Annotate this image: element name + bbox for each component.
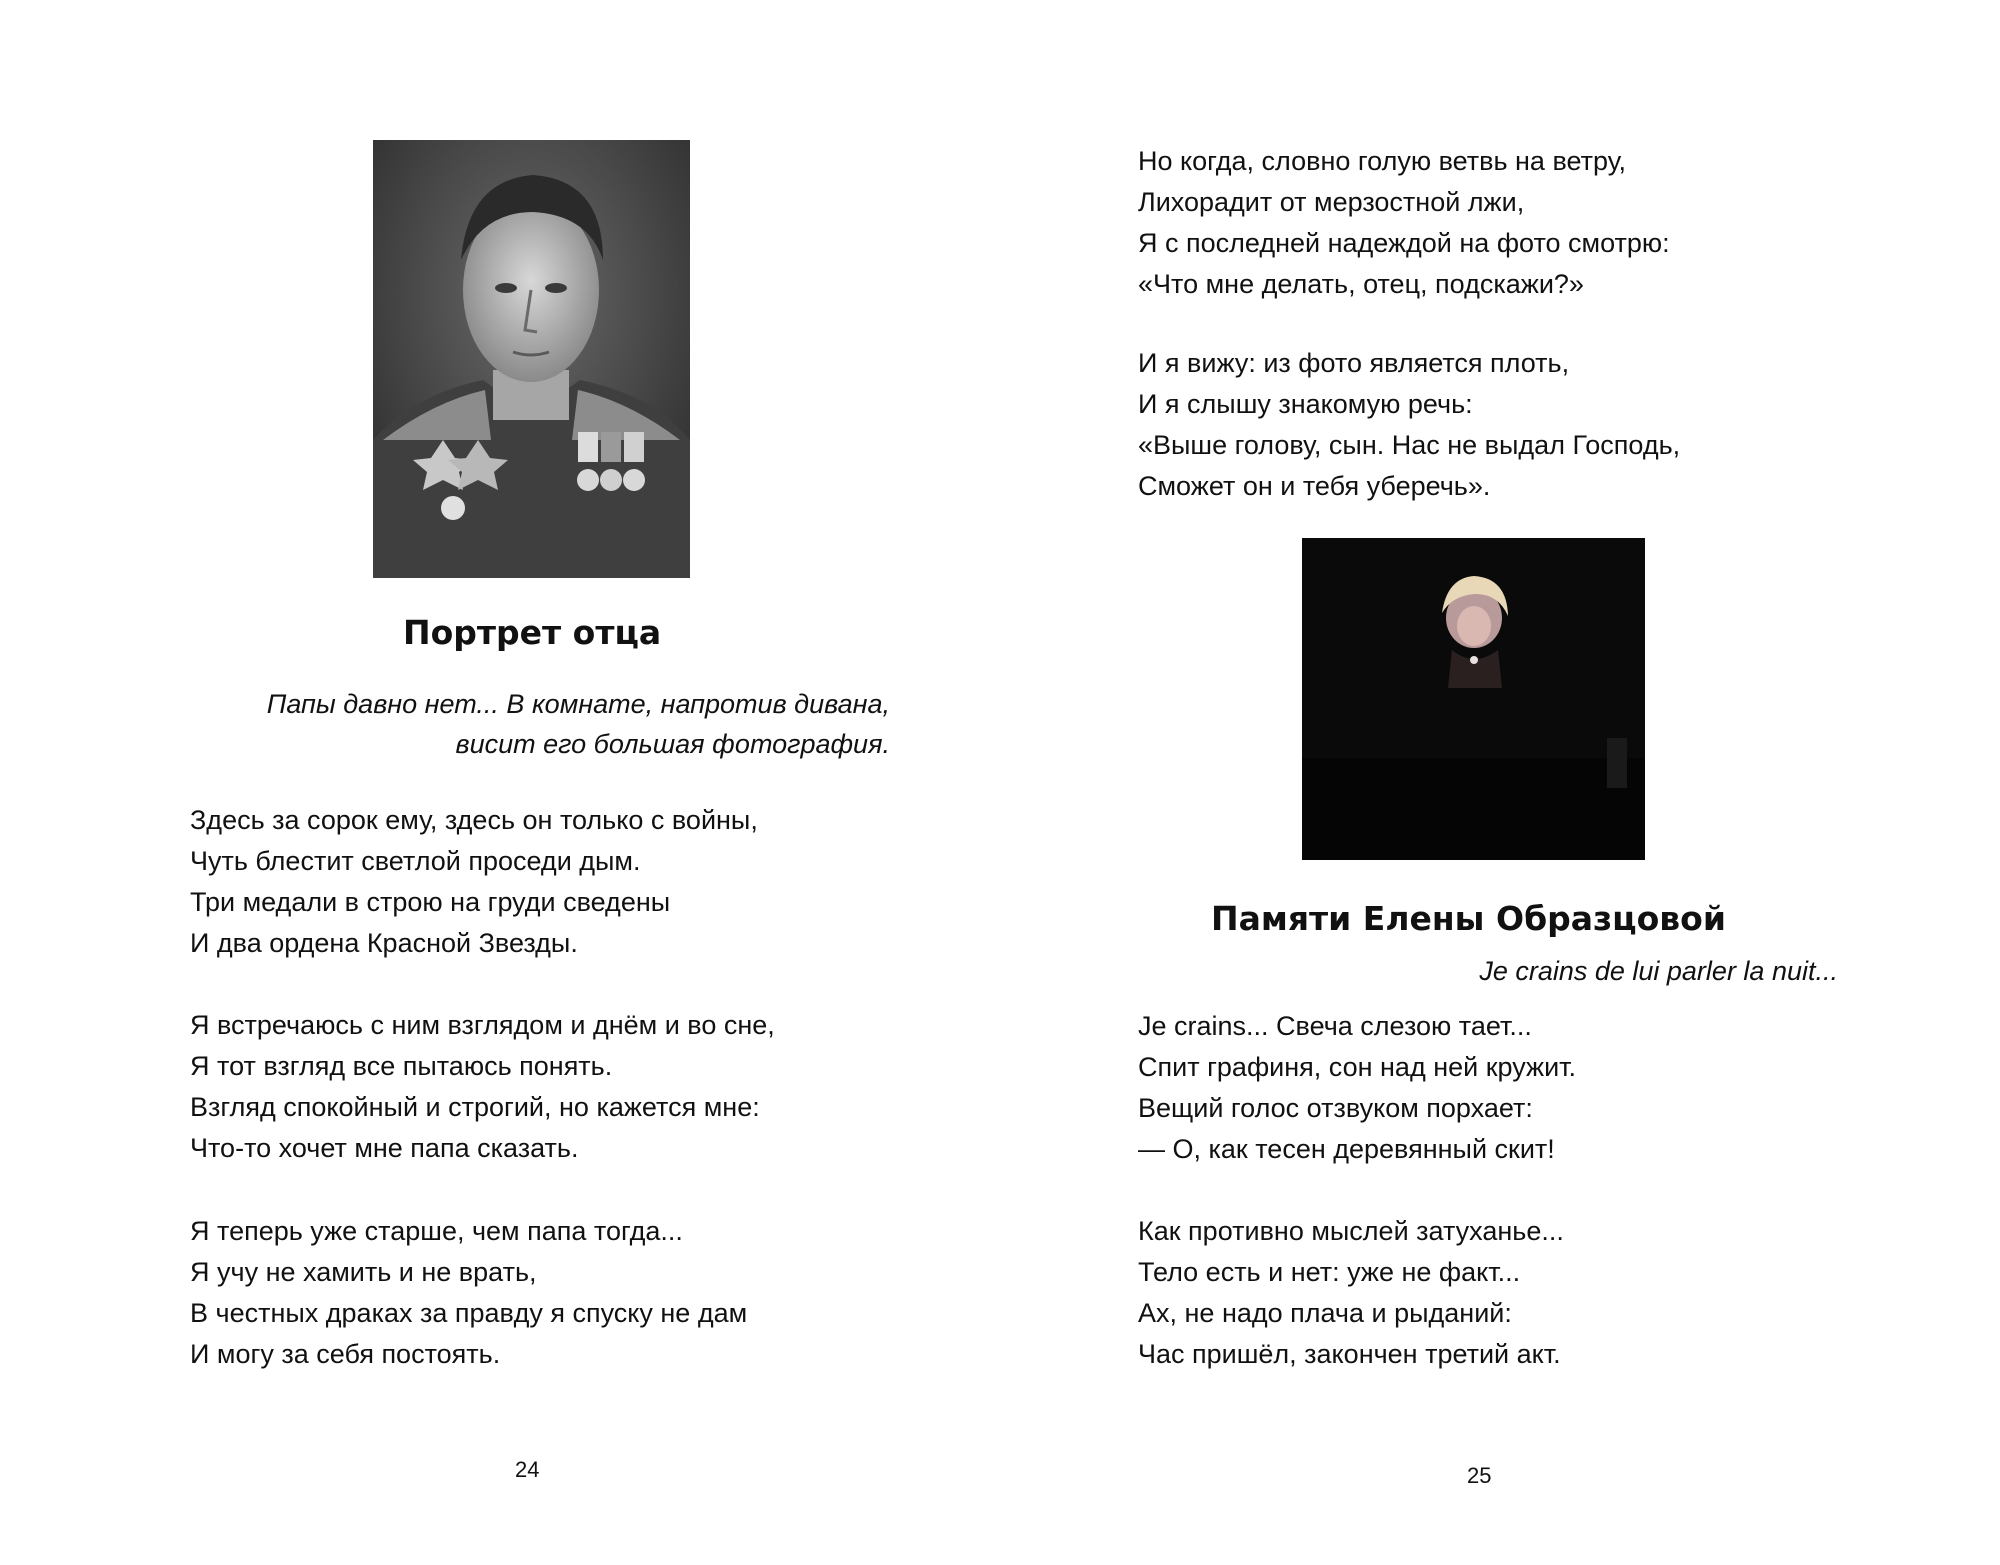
verse-line: Je crains... Свеча слезою тает... <box>1138 1011 1532 1041</box>
verse-line: Ах, не надо плача и рыданий: <box>1138 1298 1512 1328</box>
stanza-4 <box>1138 141 1670 305</box>
stanza-1 <box>190 800 758 964</box>
stanza-7 <box>1138 1211 1564 1375</box>
poem-title: Портрет отца <box>403 613 662 652</box>
verse-line: В честных драках за правду я спуску не дам <box>190 1298 748 1328</box>
verse-line: И я слышу знакомую речь: <box>1138 389 1473 419</box>
obraztsova-stage-image <box>1302 538 1645 860</box>
verse-line: Но когда, словно голую ветвь на ветру, <box>1138 146 1626 176</box>
father-portrait-image <box>373 140 690 578</box>
stanza-3 <box>190 1211 747 1375</box>
epigraph-line: Папы давно нет... В комнате, напротив дивана, <box>266 689 890 719</box>
page-number: 24 <box>515 1457 540 1482</box>
verse-line: Час пришёл, закончен третий акт. <box>1138 1339 1561 1369</box>
verse-line: Спит графиня, сон над ней кружит. <box>1138 1052 1577 1082</box>
verse-line: Что-то хочет мне папа сказать. <box>190 1133 579 1163</box>
verse-line: Взгляд спокойный и строгий, но кажется мне: <box>190 1092 760 1122</box>
stanza-6 <box>1138 1006 1576 1170</box>
epigraph: Je crains de lui parler la nuit... <box>1479 956 1838 986</box>
poem-title: Памяти Елены Образцовой <box>1211 899 1726 938</box>
verse-line: Я с последней надеждой на фото смотрю: <box>1138 228 1670 258</box>
verse-line: Я учу не хамить и не врать, <box>190 1257 537 1287</box>
verse-line: Я тот взгляд все пытаюсь понять. <box>190 1051 613 1081</box>
verse-line: Тело есть и нет: уже не факт... <box>1138 1257 1521 1287</box>
verse-line: — О, как тесен деревянный скит! <box>1138 1134 1555 1164</box>
verse-line: И я вижу: из фото является плоть, <box>1138 348 1570 378</box>
verse-line: Я встречаюсь с ним взглядом и днём и во сне, <box>190 1010 775 1040</box>
verse-line: Чуть блестит светлой проседи дым. <box>190 846 641 876</box>
verse-line: Лихорадит от мерзостной лжи, <box>1138 187 1525 217</box>
epigraph-line: висит его большая фотография. <box>455 729 890 759</box>
verse-line: Вещий голос отзвуком порхает: <box>1138 1093 1533 1123</box>
verse-line: И могу за себя постоять. <box>190 1339 501 1369</box>
right-page <box>1000 0 2000 1565</box>
verse-line: Как противно мыслей затуханье... <box>1138 1216 1564 1246</box>
verse-line: И два ордена Красной Звезды. <box>190 928 578 958</box>
page-number: 25 <box>1467 1463 1492 1488</box>
verse-line: Сможет он и тебя уберечь». <box>1138 471 1491 501</box>
verse-line: «Что мне делать, отец, подскажи?» <box>1138 269 1584 299</box>
stanza-2 <box>190 1005 775 1169</box>
verse-line: Три медали в строю на груди сведены <box>190 887 671 917</box>
stanza-5 <box>1138 343 1680 507</box>
verse-line: Я теперь уже старше, чем папа тогда... <box>190 1216 683 1246</box>
epigraph <box>150 684 890 764</box>
father-portrait-photo <box>373 140 690 578</box>
verse-line: «Выше голову, сын. Нас не выдал Господь, <box>1138 430 1681 460</box>
obraztsova-stage-photo <box>1302 538 1645 860</box>
verse-line: Здесь за сорок ему, здесь он только с войны, <box>190 805 758 835</box>
